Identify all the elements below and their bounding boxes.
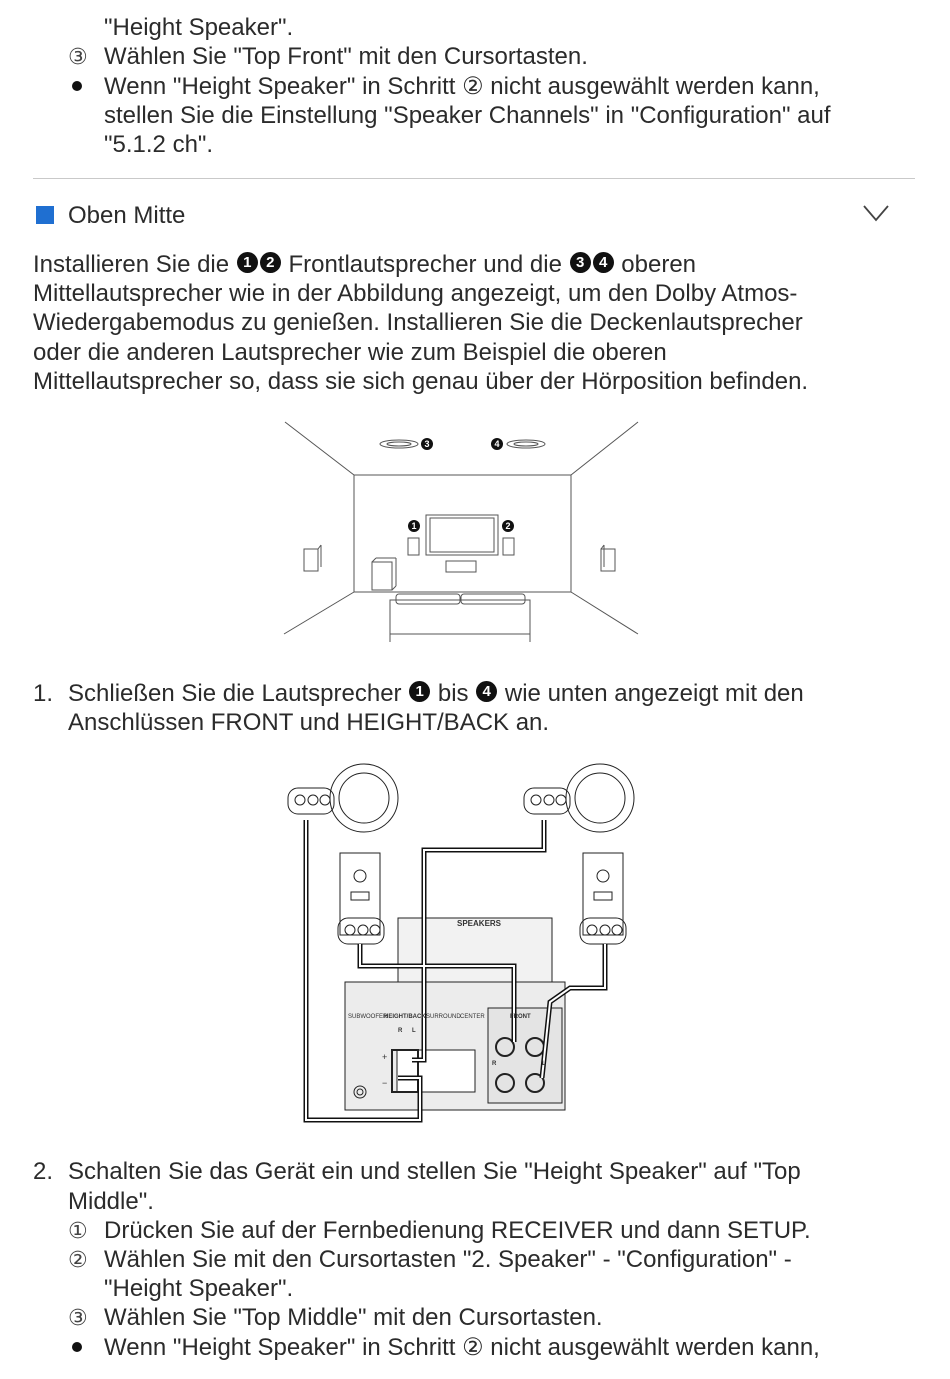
diagram-badge-2: 2 <box>505 521 511 531</box>
prev-note-line-2: stellen Sie die Einstellung "Speaker Channels" in "Configuration" auf <box>104 102 831 129</box>
chevron-down-icon[interactable] <box>862 202 890 224</box>
diagram-badge-4: 4 <box>494 439 500 449</box>
text: bis <box>431 680 476 707</box>
step-2-sub-2-line-2: "Height Speaker". <box>104 1275 294 1302</box>
section-square-icon <box>36 206 54 224</box>
text: Installieren Sie die <box>33 251 236 278</box>
r-label: R <box>398 1028 403 1034</box>
speakers-label: SPEAKERS <box>457 919 502 928</box>
prev-note-line-3: "5.1.2 ch". <box>104 131 214 158</box>
step-1-line-1 <box>33 679 804 708</box>
badge-4: 4 <box>476 681 497 702</box>
intro-line-5: Mittellautsprecher so, dass sie sich genau über der Hörposition befinden. <box>33 368 809 395</box>
prev-note-line-1 <box>68 72 820 101</box>
step-2-sub-3 <box>68 1303 603 1333</box>
surround-label: SURROUND <box>426 1014 461 1020</box>
badge-1: 1 <box>409 681 430 702</box>
text: Wählen Sie "Top Middle" mit den Cursortasten. <box>104 1304 603 1331</box>
badge-2: 2 <box>260 252 281 273</box>
subwoofer-label: SUBWOOFER <box>348 1014 388 1020</box>
front-l-label: L <box>542 1061 546 1067</box>
front-r-label: R <box>492 1061 497 1067</box>
section-divider <box>33 178 915 179</box>
step-marker: ③ <box>68 1306 88 1331</box>
section-title[interactable]: Oben Mitte <box>68 202 186 229</box>
minus-label: − <box>382 1078 388 1088</box>
prev-step-3 <box>68 42 588 72</box>
badge-3: 3 <box>570 252 591 273</box>
step-number: 2. <box>33 1158 54 1185</box>
step-2-note <box>68 1333 820 1362</box>
step-1-line-2: Anschlüssen FRONT und HEIGHT/BACK an. <box>68 709 550 736</box>
intro-line-1 <box>33 250 696 279</box>
text: Drücken Sie auf der Fernbedienung RECEIVER und dann SETUP. <box>104 1217 811 1244</box>
text: oberen <box>614 251 697 278</box>
wiring-diagram <box>280 760 645 1125</box>
text: Wenn "Height Speaker" in Schritt ② nicht ausgewählt werden kann, <box>104 1334 820 1361</box>
step-2-sub-2 <box>68 1245 792 1275</box>
center-label: CENTER <box>460 1014 485 1020</box>
step-2-line-2: Middle". <box>68 1188 154 1215</box>
diagram-badge-3: 3 <box>424 439 430 449</box>
diagram-badge-1: 1 <box>411 521 417 531</box>
step-number: 1. <box>33 680 54 707</box>
intro-line-3: Wiedergabemodus zu genießen. Installieren Sie die Deckenlautsprecher <box>33 309 803 336</box>
step-marker: ① <box>68 1219 88 1244</box>
step-marker: ③ <box>68 45 88 70</box>
plus-label: + <box>382 1052 388 1062</box>
bullet-icon <box>68 1333 104 1362</box>
front-label: FRONT <box>510 1014 531 1020</box>
text: Schließen Sie die Lautsprecher <box>68 680 409 707</box>
l-label: L <box>412 1028 416 1034</box>
badge-1: 1 <box>237 252 258 273</box>
badge-4: 4 <box>593 252 614 273</box>
height-back-label: HEIGHT/BACK <box>384 1014 426 1020</box>
intro-line-4: oder die anderen Lautsprecher wie zum Beispiel die oberen <box>33 339 667 366</box>
text: wie unten angezeigt mit den <box>498 680 804 707</box>
prev-step-text: "Height Speaker". <box>104 14 294 41</box>
bullet-icon <box>68 72 104 101</box>
step-2-line-1 <box>33 1157 801 1186</box>
text: Frontlautsprecher und die <box>281 251 569 278</box>
step-text: Wählen Sie "Top Front" mit den Cursortasten. <box>104 43 588 70</box>
text: Wählen Sie mit den Cursortasten "2. Speaker" - "Configuration" - <box>104 1246 792 1273</box>
intro-line-2: Mittellautsprecher wie in der Abbildung angezeigt, um den Dolby Atmos- <box>33 280 798 307</box>
note-text: Wenn "Height Speaker" in Schritt ② nicht ausgewählt werden kann, <box>104 73 820 100</box>
room-illustration <box>280 418 642 644</box>
text: Schalten Sie das Gerät ein und stellen Sie "Height Speaker" auf "Top <box>68 1158 801 1185</box>
step-marker: ② <box>68 1248 88 1273</box>
step-2-sub-1 <box>68 1216 811 1246</box>
